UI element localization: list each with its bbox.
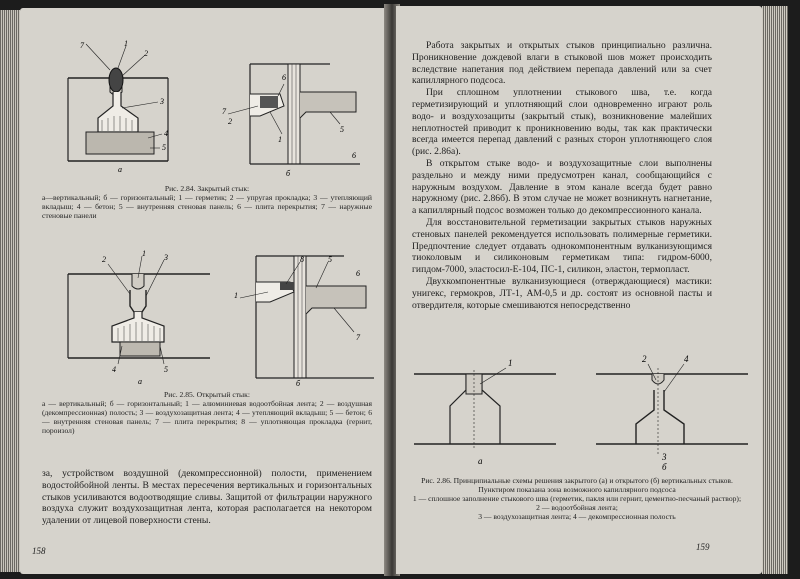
fig285b-label-6: 6	[356, 269, 360, 278]
figure-2-84a	[58, 36, 178, 174]
fig285b-label-8: 8	[300, 255, 304, 264]
fig286-title: Рис. 2.86. Принципиальные схемы решения закрытого (а) и открытого (б) вертикальных стыков.	[421, 476, 733, 485]
fig285a-label-3: 3	[164, 253, 168, 262]
fig285a-label-1: 1	[142, 249, 146, 258]
right-paragraph-2: При сплошном уплотнении стыкового шва, т.е. когда герметизирующий и уплотняющий слои одновременно играют роль водо- и воздухозащиты (закрытый стык), возникновение малейших неплотностей приводит к проникновению воды, так как практически всегда имеется перепад давлений с разных сторон уплотняющего слоя (рис. 2.86а).	[412, 87, 712, 158]
right-paragraph-5: Двухкомпонентные вулканизующиеся (отверждающиеся) мастики: унигекс, гермокров, ЛТ-1, АМ-0,5 и др. состоят из основной пасты и отвердителя, которые смешиваются непосредственно	[412, 275, 712, 311]
fig286b-label-3: 3	[662, 452, 667, 462]
fig284a-label-3: 3	[160, 97, 164, 106]
fig284-caption	[42, 184, 372, 220]
right-page-number: 159	[696, 542, 710, 552]
fig285-caption	[42, 390, 372, 435]
fig286b-label-2: 2	[642, 354, 647, 364]
fig284-title: Рис. 2.84. Закрытый стык:	[164, 184, 250, 193]
fig284b-label-6: 6	[282, 73, 286, 82]
right-body-text	[412, 40, 712, 311]
fig285a-label-2: 2	[102, 255, 106, 264]
fig284a-label-7: 7	[80, 41, 84, 50]
fig286-line-2: 1 — сплошное заполнение стыкового шва (герметик, пакля или гернит, цементно-песчаный раствор); 2 — водоотбойная лента;	[412, 494, 742, 512]
figure-2-85a	[60, 246, 220, 386]
left-page-edges	[0, 10, 20, 572]
figure-2-84b	[220, 54, 370, 176]
right-page-edges	[762, 6, 788, 574]
fig284-text: а—вертикальный; б — горизонтальный; 1 — герметик; 2 — упругая прокладка; 3 — утепляющий вкладыш; 4 — бетон; 5 — внутренняя стеновая панель; 6 — плита перекрытия; 7 — наружные стеновые панели	[42, 193, 372, 220]
fig284b-label-1: 1	[278, 135, 282, 144]
fig285a-letter: а	[138, 377, 142, 386]
fig284b-label-2: 2	[228, 117, 232, 126]
fig285b-label-1: 1	[234, 291, 238, 300]
fig285-text: а — вертикальный; б — горизонтальный; 1 — алюминиевая водоотбойная лента; 2 — воздушная (декомпрессионная) полость; 3 — воздухозащитная лента; 4 — утепляющий вкладыш; 5 — бетон; 6 — внутренняя стеновая панель; 7 — плита перекрытия; 8 — уплотняющая прокладка (гернит, пороизол)	[42, 399, 372, 435]
fig286-caption	[412, 476, 742, 521]
right-page	[396, 6, 762, 574]
left-paragraph: за, устройством воздушной (декомпрессионной) полости, применением водостойбойной ленты. В местах пересечения вертикальных и горизонтальных стыков усиливаются водоотводящие сливы. Защитой от фильтрации наружного воздуха служит воздухозащитная лента, которая располагается на некотором удалении от лицевой поверхности стены.	[42, 468, 372, 527]
fig286-line-1: Пунктиром показана зона возможного капиллярного подсоса	[478, 485, 676, 494]
fig286a-label-1: 1	[508, 358, 513, 368]
left-body-text	[42, 468, 372, 527]
fig284a-label-4: 4	[164, 129, 168, 138]
fig285a-label-4: 4	[112, 365, 116, 374]
right-paragraph-1: Работа закрытых и открытых стыков принципиально различна. Проникновение дождевой влаги в стыковой шов может происходить вследствие напетания под действием перепада давлений или за счет капиллярного подсоса.	[412, 40, 712, 87]
fig284b-letter: б	[286, 169, 291, 176]
fig284a-label-2: 2	[144, 49, 148, 58]
fig284b-label-6b: 6	[352, 151, 356, 160]
left-page	[20, 8, 388, 574]
fig285b-letter: б	[296, 379, 301, 388]
fig285b-label-5: 5	[328, 255, 332, 264]
fig285-title: Рис. 2.85. Открытый стык:	[164, 390, 250, 399]
left-page-number: 158	[32, 546, 46, 556]
fig286b-letter: б	[662, 462, 667, 470]
fig286-line-3: 3 — воздухозащитная лента; 4 — декомпрессионная полость	[478, 512, 676, 521]
figure-2-86a	[410, 352, 560, 470]
figure-2-85b	[234, 248, 380, 388]
fig284a-label-1: 1	[124, 39, 128, 48]
fig285b-label-7: 7	[356, 333, 360, 342]
fig284a-label-5: 5	[162, 143, 166, 152]
right-paragraph-4: Для восстановительной герметизации закрытых стыков наружных стеновых панелей рекомендуется использовать полимерные герметики. Предпочтение следует отдавать однокомпонентным вулканизующимся тиоколовым и силиконовым герметикам типа: гидром-6000, гипдом-7000, эластосил-Е-104, ПС-1, силикон, эластон, термопласт.	[412, 216, 712, 276]
fig284a-letter: а	[118, 165, 122, 174]
fig284b-label-5: 5	[340, 125, 344, 134]
fig284b-label-7: 7	[222, 107, 226, 116]
fig286b-label-4: 4	[684, 354, 689, 364]
fig286a-letter: а	[478, 456, 483, 466]
figure-2-86b	[592, 350, 752, 470]
fig285a-label-5: 5	[164, 365, 168, 374]
right-paragraph-3: В открытом стыке водо- и воздухозащитные слои выполнены раздельно и между ними предусмотрен канал, сообщающийся с наружным воздухом. Давление в этом канале всегда будет равно наружному (рис. 2.86б). В этом случае не может возникнуть нагнетание, а капиллярный подсос возможен только до декомпрессионного канала.	[412, 157, 712, 217]
